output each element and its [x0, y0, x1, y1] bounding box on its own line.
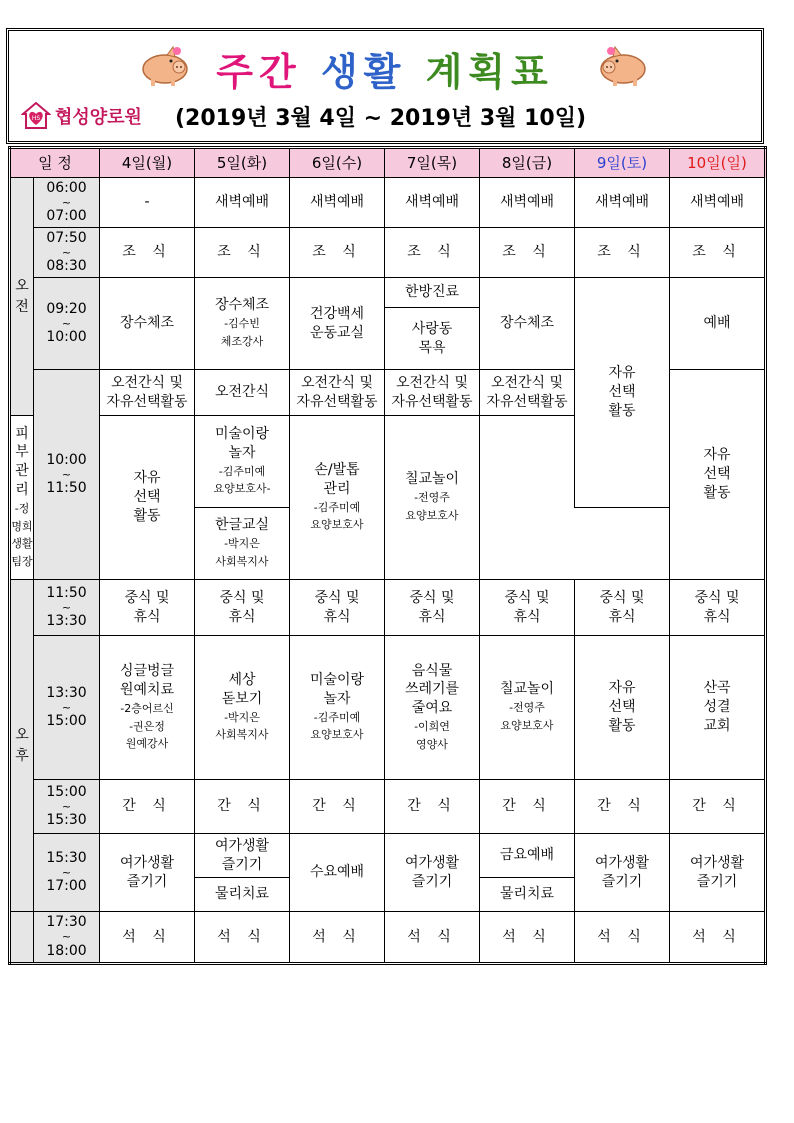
cell: 새벽예배 — [385, 178, 480, 228]
cell: 건강백세 운동교실 — [290, 278, 385, 370]
cell: 오전간식 및 자유선택활동 — [480, 370, 575, 416]
table-row — [10, 636, 766, 780]
time-slot: 15:00 ~ 15:30 — [34, 780, 100, 834]
cell: 간 식 — [670, 780, 766, 834]
time-slot: 15:30 ~ 17:00 — [34, 834, 100, 912]
cell: 중식 및 휴식 — [670, 580, 766, 636]
title-word-1: 주간 — [216, 50, 302, 94]
cell: 간 식 — [100, 780, 195, 834]
day-header-sat: 9일(토) — [575, 148, 670, 178]
cell: 조 식 — [670, 228, 766, 278]
cell: 새벽예배 — [480, 178, 575, 228]
day-header-tue: 5일(화) — [195, 148, 290, 178]
cell: 여가생활 즐기기 — [385, 834, 480, 912]
title-word-2: 생활 — [320, 50, 407, 94]
cell: 미술이랑 놀자 -김주미예 요양보호사- — [195, 416, 290, 508]
cell: 예배 — [670, 278, 766, 370]
cell: 자유 선택 활동 — [100, 416, 195, 580]
cell: - — [100, 178, 195, 228]
table-row — [10, 178, 766, 228]
table-row — [10, 228, 766, 278]
cell: 미술이랑 놀자 -김주미예 요양보호사 — [290, 636, 385, 780]
cell: 오전간식 및 자유선택활동 — [290, 370, 385, 416]
cell: 새벽예배 — [290, 178, 385, 228]
cell: 중식 및 휴식 — [100, 580, 195, 636]
cell: 세상 돋보기 -박지은 사회복지사 — [195, 636, 290, 780]
cell: 여가생활 즐기기 — [195, 834, 290, 878]
time-slot: 13:30 ~ 15:00 — [34, 636, 100, 780]
cell: 석 식 — [100, 912, 195, 964]
pm-label: 오 후 — [10, 580, 34, 912]
home-heart-logo-icon — [21, 101, 51, 131]
title-box — [6, 28, 764, 144]
cell: 오전간식 및 자유선택활동 — [385, 370, 480, 416]
cell: 석 식 — [480, 912, 575, 964]
time-slot: 07:50 ~ 08:30 — [34, 228, 100, 278]
table-row — [10, 834, 766, 878]
day-header-thu: 7일(목) — [385, 148, 480, 178]
cell: 자유 선택 활동 — [575, 636, 670, 780]
day-header-fri: 8일(금) — [480, 148, 575, 178]
cell: 여가생활 즐기기 — [670, 834, 766, 912]
cell: 한글교실 -박지은 사회복지사 — [195, 508, 290, 580]
cell: 장수체조 — [100, 278, 195, 370]
title-word-3: 계획표 — [425, 50, 554, 94]
cell: 간 식 — [480, 780, 575, 834]
cell: 한방진료 — [385, 278, 480, 308]
cell: 중식 및 휴식 — [480, 580, 575, 636]
cell: 칠교놀이 -전영주 요양보호사 — [480, 636, 575, 780]
cell: 오전간식 및 자유선택활동 — [100, 370, 195, 416]
cell: 여가생활 즐기기 — [100, 834, 195, 912]
cell: 석 식 — [575, 912, 670, 964]
time-slot: 09:20 ~ 10:00 — [34, 278, 100, 370]
cell: 중식 및 휴식 — [385, 580, 480, 636]
pm-label-tail — [10, 912, 34, 964]
cell: 석 식 — [195, 912, 290, 964]
org-block — [21, 101, 142, 131]
cell: 조 식 — [480, 228, 575, 278]
cell: 중식 및 휴식 — [195, 580, 290, 636]
cell: 물리치료 — [195, 878, 290, 912]
cell: 피부관리 -정명희 생활팀장 — [10, 416, 34, 580]
cell: 새벽예배 — [670, 178, 766, 228]
cell: 사랑동 목욕 — [385, 308, 480, 370]
cell: 오전간식 — [195, 370, 290, 416]
cell: 석 식 — [290, 912, 385, 964]
cell: 새벽예배 — [575, 178, 670, 228]
cell: 간 식 — [575, 780, 670, 834]
time-slot: 06:00 ~ 07:00 — [34, 178, 100, 228]
table-row — [10, 780, 766, 834]
am-label: 오 전 — [10, 178, 34, 416]
cell: 조 식 — [195, 228, 290, 278]
schedule-header-label: 일 정 — [10, 148, 100, 178]
cell: 간 식 — [290, 780, 385, 834]
cell: 산곡 성결 교회 — [670, 636, 766, 780]
day-header-sun: 10일(일) — [670, 148, 766, 178]
cell: 조 식 — [575, 228, 670, 278]
cell: 장수체조 — [480, 278, 575, 370]
cell: 새벽예배 — [195, 178, 290, 228]
cell: 중식 및 휴식 — [575, 580, 670, 636]
cell: 물리치료 — [480, 878, 575, 912]
time-slot: 11:50 ~ 13:30 — [34, 580, 100, 636]
cell: 자유 선택 활동 — [670, 370, 766, 580]
table-row — [10, 278, 766, 308]
cell: 자유 선택 활동 — [575, 278, 670, 508]
cell: 간 식 — [195, 780, 290, 834]
cell: 조 식 — [100, 228, 195, 278]
time-slot: 17:30 ~ 18:00 — [34, 912, 100, 964]
day-header-wed: 6일(수) — [290, 148, 385, 178]
org-name: 협성양로원 — [55, 107, 142, 128]
cell: 수요예배 — [290, 834, 385, 912]
cell: 싱글벙글 원예치료 -2층어르신 -권은정 원예강사 — [100, 636, 195, 780]
pig-icon — [595, 43, 651, 87]
cell: 손/발톱 관리 -김주미예 요양보호사 — [290, 416, 385, 580]
table-row — [10, 912, 766, 964]
cell: 칠교놀이 -전영주 요양보호사 — [385, 416, 480, 580]
cell: 여가생활 즐기기 — [575, 834, 670, 912]
time-slot: 10:00 ~ 11:50 — [34, 370, 100, 580]
cell: 장수체조 -김수빈 체조강사 — [195, 278, 290, 370]
cell: 석 식 — [670, 912, 766, 964]
cell: 조 식 — [290, 228, 385, 278]
cell: 금요예배 — [480, 834, 575, 878]
cell: 중식 및 휴식 — [290, 580, 385, 636]
cell: 간 식 — [385, 780, 480, 834]
table-header-row — [10, 148, 766, 178]
cell: 석 식 — [385, 912, 480, 964]
logo-text: HS — [31, 115, 41, 122]
table-row — [10, 580, 766, 636]
weekly-schedule-table — [8, 146, 767, 965]
date-range: (2019년 3월 4일 ~ 2019년 3월 10일) — [175, 106, 587, 131]
day-header-mon: 4일(월) — [100, 148, 195, 178]
cell: 조 식 — [385, 228, 480, 278]
cell: 음식물 쓰레기를 줄여요 -이희연 영양사 — [385, 636, 480, 780]
